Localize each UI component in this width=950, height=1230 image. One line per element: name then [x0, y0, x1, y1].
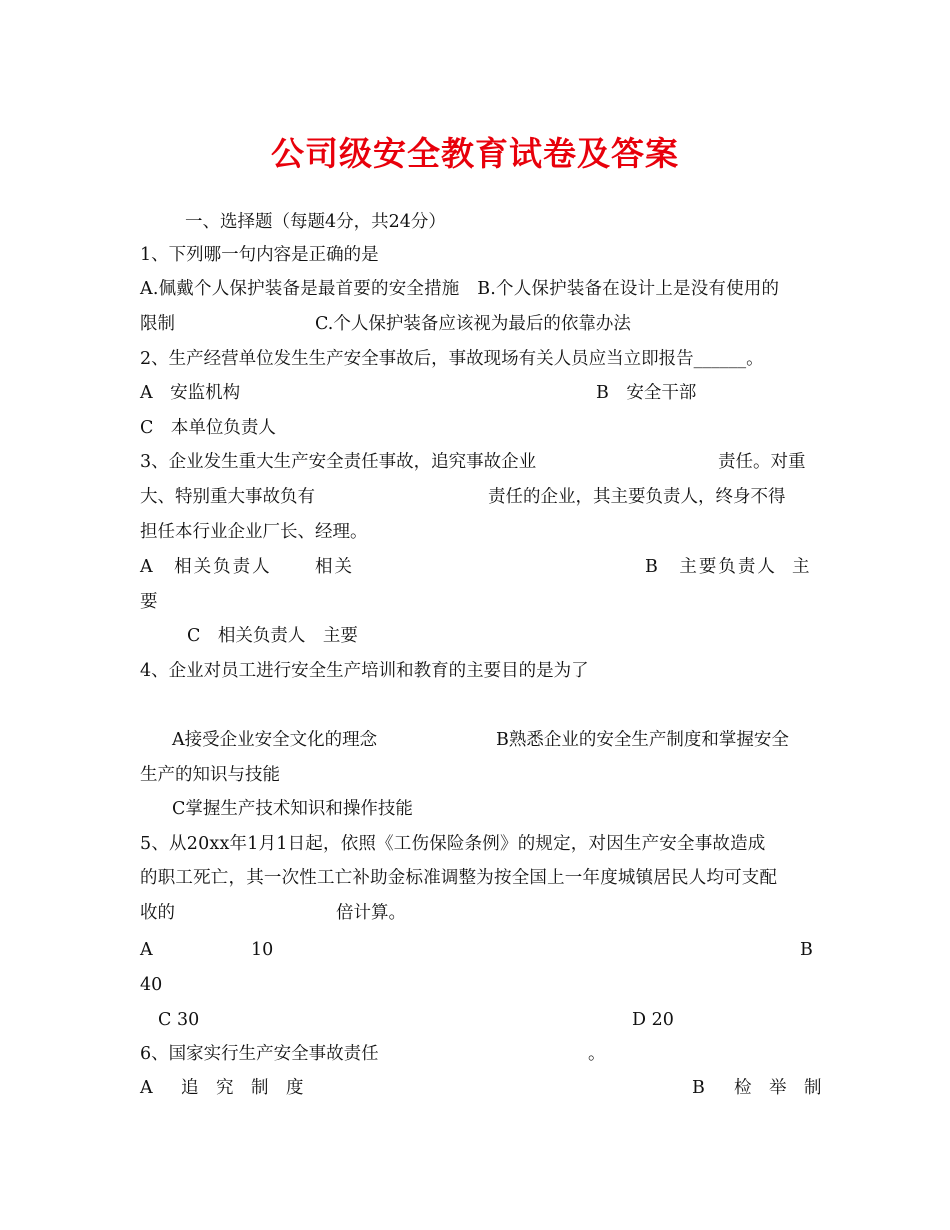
- question-3-line-2b: 责任的企业，其主要负责人，终身不得: [488, 487, 786, 507]
- question-6-option-b-letter: B: [692, 1078, 705, 1098]
- question-5-line-2: 的职工死亡，其一次性工亡补助金标准调整为按全国上一年度城镇居民人均可支配: [140, 868, 778, 888]
- question-6-option-a-letter: A: [140, 1078, 153, 1098]
- question-3-option-b-2: 主: [792, 557, 810, 577]
- question-5-option-a-value: 10: [251, 940, 274, 960]
- question-2-stem: 2、生产经营单位发生生产安全事故后，事故现场有关人员应当立即报告______。: [140, 349, 764, 369]
- question-4-option-a: A接受企业安全文化的理念: [172, 730, 378, 750]
- question-5-line-1: 5、从20xx年1月1日起，依照《工伤保险条例》的规定，对因生产安全事故造成: [140, 834, 766, 854]
- section-heading: 一、选择题（每题4分，共24分）: [185, 212, 446, 232]
- question-5-line-3a: 收的: [140, 903, 175, 923]
- question-3-line-1a: 3、企业发生重大生产安全责任事故，追究事故企业: [140, 452, 537, 472]
- question-3-option-b-3: 要: [140, 592, 158, 612]
- question-6-option-b: 检 举 制: [734, 1078, 822, 1098]
- document-title: 公司级安全教育试卷及答案: [271, 134, 679, 173]
- question-4-option-b: B熟悉企业的安全生产制度和掌握安全: [496, 730, 789, 750]
- question-1-stem: 1、下列哪一句内容是正确的是: [140, 245, 379, 265]
- question-5-option-b-letter: B: [800, 940, 813, 960]
- question-3-line-1b: 责任。对重: [718, 452, 806, 472]
- question-6-option-a: 追 究 制 度: [181, 1078, 304, 1098]
- question-6-stem-end: 。: [588, 1044, 606, 1064]
- question-5-option-b-value: 40: [140, 975, 163, 995]
- question-1-option-cont: 限制: [140, 314, 175, 334]
- question-4-option-c: C掌握生产技术知识和操作技能: [172, 799, 413, 819]
- question-6-stem: 6、国家实行生产安全事故责任: [140, 1044, 379, 1064]
- question-3-line-3: 担任本行业企业厂长、经理。: [140, 522, 368, 542]
- question-3-option-b: B 主要负责人: [645, 557, 777, 577]
- question-5-option-a-letter: A: [140, 940, 153, 960]
- question-3-option-c: C 相关负责人 主要: [187, 626, 358, 646]
- question-5-option-d: D 20: [632, 1010, 674, 1030]
- question-3-option-a: A 相关负责人: [140, 557, 272, 577]
- question-2-option-c: C 本单位负责人: [140, 418, 276, 438]
- question-5-option-c: C 30: [158, 1010, 200, 1030]
- question-5-line-3b: 倍计算。: [336, 903, 406, 923]
- question-2-option-b: B 安全干部: [596, 383, 697, 403]
- question-1-options-line: A.佩戴个人保护装备是最首要的安全措施 B.个人保护装备在设计上是没有使用的: [140, 279, 780, 299]
- question-4-stem: 4、企业对员工进行安全生产培训和教育的主要目的是为了: [140, 661, 589, 681]
- question-4-option-b-cont: 生产的知识与技能: [140, 765, 280, 785]
- question-3-option-a-2: 相关: [315, 557, 354, 577]
- question-1-option-c: C.个人保护装备应该视为最后的依靠办法: [315, 314, 631, 334]
- question-2-option-a: A 安监机构: [140, 383, 241, 403]
- question-3-line-2a: 大、特别重大事故负有: [140, 487, 315, 507]
